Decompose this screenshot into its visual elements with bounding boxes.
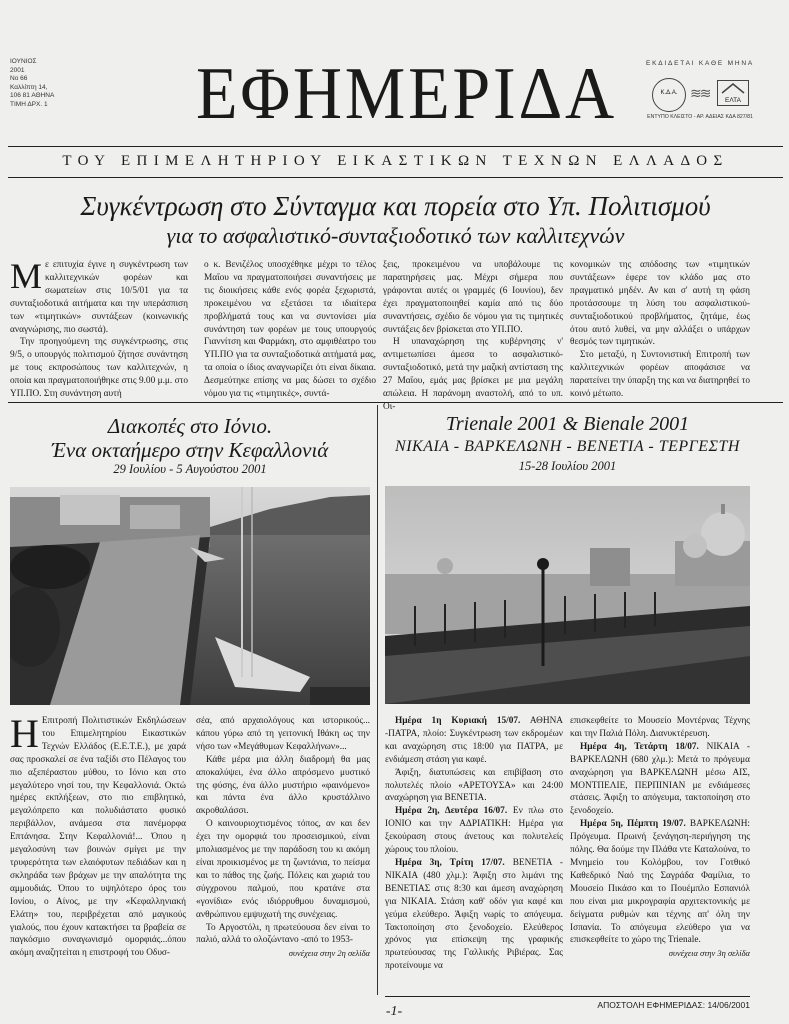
itinerary-day-2: Ημέρα 2η, Δευτέρα 16/07. xyxy=(395,806,508,817)
lead-headline: Συγκέντρωση στο Σύνταγμα και πορεία στο Υπ. Πολιτισμού xyxy=(80,191,711,221)
itinerary-day-4: Ημέρα 4η, Τετάρτη 18/07. xyxy=(580,741,699,752)
kefalonia-paragraph-2: σέα, από αρχαιολόγους και ιστορικούς... κάπου γύρω από τη γειτονική Ιθάκη ως την νήσο των «Μεγάθυμων Κεφαλλήνων»... xyxy=(196,716,370,752)
trienale-continued: συνέχεια στην 3η σελίδα xyxy=(668,948,750,959)
itinerary-day-1: Ημέρα 1η Κυριακή 15/07. xyxy=(395,716,521,726)
itinerary-day-3-end: επισκεφθείτε το Μουσείο Μοντέρνας Τέχνης και την Παλιά Πόλη. Διανυκτέρευση. xyxy=(570,716,750,739)
issue-info xyxy=(10,58,54,110)
kefalonia-paragraph-5: Το Αργοστόλι, η πρωτεύουσα δεν είναι το παλιό, αλλά το ολοζώντανο -από το 1953- xyxy=(196,922,370,946)
lead-paragraph-3: ο κ. Βενιζέλος υποσχέθηκε μέχρι το τέλος Μαΐου να πραγματοποιήσει συναντήσεις με τις διοικήσεις κάθε ενός φορέα ξεχωριστά, προκειμένου να εξετάσει τα ιδιαίτερα προβλήματά τους και να συντονίσει μία συνάντηση των φορέων με τους υπουργούς Γιαννίτση και Φαρμάκη, στο αμφιθέατρο του ΥΠ.ΠΟ για τα συνταξιοδοτικά αιτήματά μας, τα οποία ο ίδιος αναγνωρίζει ότι είναι δίκαια. Δεσμεύτηκε επίσης να μας δώσει το σχέδιο νόμου για τις «τιμητικές», συντά- xyxy=(204,260,376,400)
column-divider xyxy=(377,405,378,995)
publication-frequency: ΕΚΔΙΔΕΤΑΙ ΚΑΘΕ ΜΗΝΑ xyxy=(645,60,754,67)
itinerary-day-3-text: ΒΕΝΕΤΙΑ - ΝΙΚΑΙΑ (480 χλμ.): Άφιξη στο λιμάνι της ΒΕΝΕΤΙΑΣ στις 8:30 και άμεση αναχώρηση για ΝΙΚΑΙΑ. Στάση καθ' οδόν για καφέ και γεύμα ελεύθερο. Άφιξη νωρίς το απόγευμα. Τακτοποίηση στο ξενοδοχείο. Ελεύθερος χρόνος για επίσκεψη της γραφικής πρωτεύουσας της Γαλλικής Ριβιέρας. Σας προτείνουμε να xyxy=(385,857,564,972)
lead-paragraph-1: ε επιτυχία έγινε η συγκέντρωση των καλλιτεχνικών φορέων και σωματείων στις 10/5/01 για τα συνταξιοδοτικά αιτήματα και την υπεράσπιση των «τιμητικών» συντάξεων (κοινωνικής αναγνώρισης, πιο σωστά). xyxy=(10,260,188,335)
mail-permit: ΕΝΤΥΠΟ ΚΛΕΙΣΤΟ - ΑΡ. ΑΔΕΙΑΣ ΚΔΑ 827/81 xyxy=(647,114,753,120)
kefalonia-dates: 29 Ιουλίου - 5 Αυγούστου 2001 xyxy=(113,462,267,476)
dispatch-date: ΑΠΟΣΤΟΛΗ ΕΦΗΜΕΡΙΔΑΣ: 14/06/2001 xyxy=(597,1000,750,1010)
kefalonia-drop-cap: Η xyxy=(10,711,39,756)
kefalonia-title-2: Ένα οκταήμερο στην Κεφαλλονιά xyxy=(51,438,329,462)
lead-drop-cap: Μ xyxy=(10,256,43,296)
kefalonia-paragraph-1: Επιτροπή Πολιτιστικών Εκδηλώσεων του Επιμελητηρίου Εικαστικών Τεχνών Ελλάδος (Ε.Ε.Τ.Ε.), με χαρά σας προσκαλεί σε ένα ταξίδι στο Πέλαγος του πιο αξεπέραστου μύθου, το Ιόνιο και στο μεγαλύτερο νησί του, την Κεφαλλονιά. Οκτώ ημέρες εκπλήξεων, στο πιο επιβλητικό, μεγαλόπρεπο και πολυδιάστατο φυσικό περιβάλλον, ανάμεσα στα πανέμορφα Επτάνησα. Στην Κεφαλλονιά!... Όπου η μεγαλοσύνη των βουνών σμίγει με την τρυφερότητα των ελαιόφυτων πεδιάδων και η σκληράδα των βράχων με την απαλότητα της αμμουδιάς. Όπου το υψηλότερο όρος του Ιονίου, ο Αίνος, με την «Κεφαλληνιακή Ελάτη» του, περιβρέχεται από μαγικούς γιαλούς, που έχουν κατακτήσει τα βραβεία σε παγκόσμιο συναγωνισμό ομορφιάς...όπου ακόμη αναζητείται η επιστροφή του Οδυσ- xyxy=(10,716,186,959)
lead-paragraph-5: Η υπαναχώρηση της κυβέρνησης ν' αντιμετωπίσει άμεσα το ασφαλιστικό-συνταξιοδοτικό, μετά την μαζική αντίσταση της 27 Μαΐου, εμάς μας βρίσκει με μια μεγάλη απώλεια. Η παράνομη αναστολή, από το υπ. Οι- xyxy=(383,337,563,412)
trienale-column-2 xyxy=(570,715,750,960)
kefalonia-paragraph-3: Κάθε μέρα μια άλλη διαδρομή θα μας αποκαλύψει, ένα άλλο απρόσμενο μυστικό της φύσης, ένα άλλο μυστήριο «φαινόμενο» και πάντα ένα άλλο κρυστάλλινο ακροθαλάσσι. xyxy=(196,754,370,817)
lead-column-1 xyxy=(10,256,188,401)
masthead-rule xyxy=(8,146,783,147)
postmark-waves-icon: ≋≋ xyxy=(690,87,710,102)
kefalonia-column-2 xyxy=(196,715,370,960)
kefalonia-harbour-photo xyxy=(10,487,370,705)
kefalonia-paragraph-4: Ο καινουριοχτισμένος τόπος, αν και δεν έχει την ομορφιά του προσεισμικού, είναι μπολιασμένος με την παράδοση του κι ακόμη είναι προικισμένος με τη ζωντάνια, το πείσμα και το πάθος της ζωής. Πόλεις και χωριά του σύγχρονου παλμού, που κρατάνε στα «γονίδια» ενός ιδιόρρυθμου δυναμισμού, ανθρώπινου εμψυχωτή της συνέχειας. xyxy=(196,819,370,920)
itinerary-day-5-text: ΒΑΡΚΕΛΩΝΗ: Πρόγευμα. Πρωινή ξενάγηση-περιήγηση της πόλης. Θα δούμε την Πλάθα ντε Καταλούνα, το Μνημείο του Κολόμβου, τον Γοτθικό Καθεδρικό Ναό της Σαγράδα Φαμίλια, το Μουσείο Πικάσο και το Πουέμπλο Εσπανιόλ που είναι μια μικρογραφία αρχιτεκτονικής με δείγματα ρυθμών και τέχνης απ' όλη την Ισπανία. Το απόγευμα ελεύθερο για να επισκεφθείτε το χώρο της Trienale. xyxy=(570,819,751,946)
masthead-title: ΕΦΗΜΕΡΙΔΑ xyxy=(196,53,617,135)
masthead-subtitle: ΤΟΥ ΕΠΙΜΕΛΗΤΗΡΙΟΥ ΕΙΚΑΣΤΙΚΩΝ ΤΕΧΝΩΝ ΕΛΛΑΔΟΣ xyxy=(62,153,729,169)
lead-paragraph-2: Την προηγούμενη της συγκέντρωσης, στις 9/5, ο υπουργός πολιτισμού ζήτησε συνάντηση με τους εκπροσώπους των καλλιτεχνών, η οποία και πραγματοποιήθηκε στις 9.00 μ.μ. στο ΥΠ.ΠΟ. Στη συνάντηση αυτή xyxy=(10,337,188,400)
itinerary-day-1-text: ΑΘΗΝΑ -ΠΑΤΡΑ, πλοίο: Συγκέντρωση των εκδρομέων και αναχώρηση στις 18:00 για ΠΑΤΡΑ, με ενδιάμεση στάση για καφέ. xyxy=(385,716,564,765)
kefalonia-column-1 xyxy=(10,711,186,960)
lead-column-4 xyxy=(570,259,750,401)
address-street: Καλλίπτη 14, xyxy=(10,83,48,91)
itinerary-day-5: Ημέρα 5η, Πέμπτη 19/07. xyxy=(580,819,686,830)
itinerary-day-4-text: ΝΙΚΑΙΑ - ΒΑΡΚΕΛΩΝΗ (680 χλμ.): Μετά το πρόγευμα αναχώρηση για ΒΑΡΚΕΛΩΝΗ μέσω ΑΙΣ, ΜΟΝΤΠΕΛΙΕ, ΠΕΡΠΙΝΙΑΝ με ενδιάμεσες στάσεις. Άφιξη το απόγευμα, τακτοποίηση στο ξενοδοχείο. xyxy=(570,741,750,817)
lead-column-2 xyxy=(204,259,376,401)
page-number: -1- xyxy=(385,1004,403,1019)
subtitle-rule xyxy=(8,177,783,178)
issue-year: 2001 xyxy=(10,66,25,74)
issue-month: ΙΟΥΝΙΟΣ xyxy=(10,58,37,65)
lead-column-3 xyxy=(383,259,563,414)
venice-photo xyxy=(385,486,750,704)
dispatch-rule xyxy=(385,996,750,997)
section-rule xyxy=(8,402,783,403)
lead-paragraph-6: κονομικών της απόδοσης των «τιμητικών συντάξεων» έφερε τον κλάδο μας στο πραγματικό μηδέν. Αν και σ' αυτή τη φάση προτάσσουμε τη λύση του ασφαλιστικού-συνταξιοδοτικού προβλήματος, ζητάμε, έως ότου αυτό λυθεί, να μην αλλάξει ο υπάρχων θεσμός των τιμητικών. xyxy=(570,260,750,348)
kefalonia-continued: συνέχεια στην 2η σελίδα xyxy=(288,948,370,959)
itinerary-day-2-text: Εν πλω στο ΙΟΝΙΟ και την ΑΔΡΙΑΤΙΚΗ: Ημέρα για ξεκούραση στους άνετους και πολυτελείς χώρους του πλοίου. xyxy=(385,806,563,856)
elta-stamp-icon: ΕΛΤΑ xyxy=(717,80,749,106)
address-city: 106 81 ΑΘΗΝΑ xyxy=(10,92,55,100)
seal-icon: Κ.Δ.Α. xyxy=(652,78,686,112)
lead-paragraph-4: ξεις, προκειμένου να υποβάλουμε τις παρατηρήσεις μας. Μέχρι σήμερα που γράφονται αυτές οι γραμμές (6 Ιουνίου), δεν έχει πραγματοποιηθεί καμία από τις δύο συναντήσεις, σχέδιο δε νόμου για τις τιμητικές συντάξεις δεν βρίσκεται στο ΥΠ.ΠΟ. xyxy=(383,260,563,335)
trienale-column-1 xyxy=(385,715,563,973)
lead-paragraph-7: Στο μεταξύ, η Συντονιστική Επιτροπή των καλλιτεχνικών φορέων αποφάσισε να παρατείνει την ύπαρξη της και να διατηρηθεί το κοινό μέτωπο. xyxy=(570,350,750,400)
itinerary-day-3: Ημέρα 3η, Τρίτη 17/07. xyxy=(395,857,505,868)
trienale-dates: 15-28 Ιουλίου 2001 xyxy=(518,459,617,473)
trienale-title: Trienale 2001 & Bienale 2001 xyxy=(445,413,690,435)
lead-subheadline: για το ασφαλιστικό-συνταξιοδοτικό των καλλιτεχνών xyxy=(166,223,625,248)
trienale-cities: ΝΙΚΑΙΑ - ΒΑΡΚΕΛΩΝΗ - ΒΕΝΕΤΙΑ - ΤΕΡΓΕΣΤΗ xyxy=(395,438,740,455)
issue-number: Νο 66 xyxy=(10,75,28,83)
kefalonia-title-1: Διακοπές στο Ιόνιο. xyxy=(107,414,273,438)
itinerary-day-1-arrival: Άφιξη, διατυπώσεις και επιβίβαση στο πολυτελές πλοίο «ΑΡΕΤΟΥΣΑ» και 24:00 αναχώρηση για ΒΕΝΕΤΙΑ. xyxy=(385,767,563,804)
price: ΤΙΜΗ ΔΡΧ. 1 xyxy=(10,100,48,108)
